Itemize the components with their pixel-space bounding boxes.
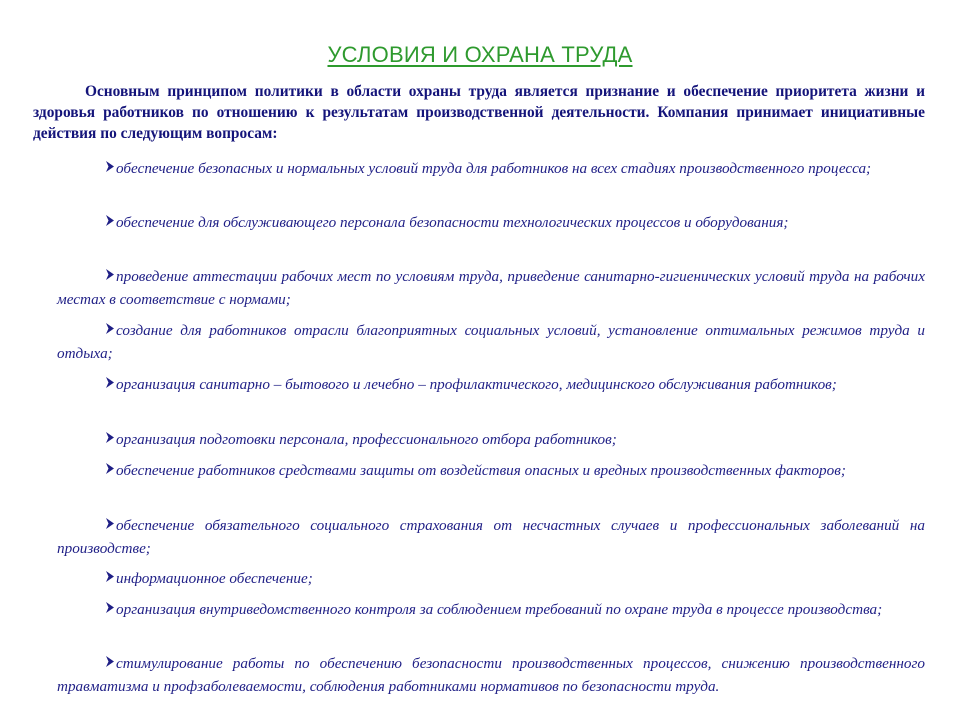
arrow-bullet-icon: [105, 266, 116, 288]
list-item: [57, 460, 925, 483]
list-item-text: обеспечение обязательного социального страхования от несчастных случаев и профессиональных заболеваний на производстве;: [57, 517, 925, 557]
arrow-bullet-icon: [105, 212, 116, 234]
page-title: УСЛОВИЯ И ОХРАНА ТРУДА: [327, 42, 633, 67]
list-item: [57, 599, 925, 622]
list-item: [57, 212, 925, 235]
list-item: [57, 374, 925, 397]
arrow-bullet-icon: [105, 515, 116, 537]
list-item: [57, 158, 925, 181]
list-item-text: стимулирование работы по обеспечению безопасности производственных процессов, снижению производственного травматизма и профзаболеваемости, соблюдения работниками нормативов по безопасности труда.: [57, 655, 925, 695]
list-item: [57, 515, 925, 559]
list-item-text: проведение аттестации рабочих мест по условиям труда, приведение санитарно-гигиенических условий труда на рабочих местах в соответствие с нормами;: [57, 268, 925, 308]
list-item: [57, 653, 925, 697]
arrow-bullet-icon: [105, 429, 116, 451]
arrow-bullet-icon: [105, 320, 116, 342]
list-item-text: информационное обеспечение;: [116, 570, 313, 587]
arrow-bullet-icon: [105, 374, 116, 396]
arrow-bullet-icon: [105, 653, 116, 675]
list-item: [57, 266, 925, 310]
list-item-text: организация подготовки персонала, профессионального отбора работников;: [116, 431, 617, 448]
list-item: [57, 320, 925, 364]
list-item-text: обеспечение работников средствами защиты от воздействия опасных и вредных производственных факторов;: [116, 462, 846, 479]
arrow-bullet-icon: [105, 158, 116, 180]
list-item-text: организация внутриведомственного контроля за соблюдением требований по охране труда в процессе производства;: [116, 601, 883, 618]
intro-text: Основным принципом политики в области охраны труда является признание и обеспечение приоритета жизни и здоровья работников по отношению к результатам производственной деятельности. Компания принимает инициативные действия по следующим вопросам:: [33, 83, 925, 142]
list-item-text: обеспечение для обслуживающего персонала безопасности технологических процессов и оборудования;: [116, 214, 789, 231]
list-item: [57, 429, 925, 452]
arrow-bullet-icon: [105, 568, 116, 590]
list-item: [57, 568, 925, 591]
list-item-text: создание для работников отрасли благоприятных социальных условий, установление оптимальных режимов труда и отдыха;: [57, 322, 925, 362]
arrow-bullet-icon: [105, 460, 116, 482]
list-item-text: организация санитарно – бытового и лечебно – профилактического, медицинского обслуживания работников;: [116, 376, 837, 393]
list-item-text: обеспечение безопасных и нормальных условий труда для работников на всех стадиях производственного процесса;: [116, 160, 872, 177]
intro-paragraph: [33, 81, 925, 144]
arrow-bullet-icon: [105, 599, 116, 621]
